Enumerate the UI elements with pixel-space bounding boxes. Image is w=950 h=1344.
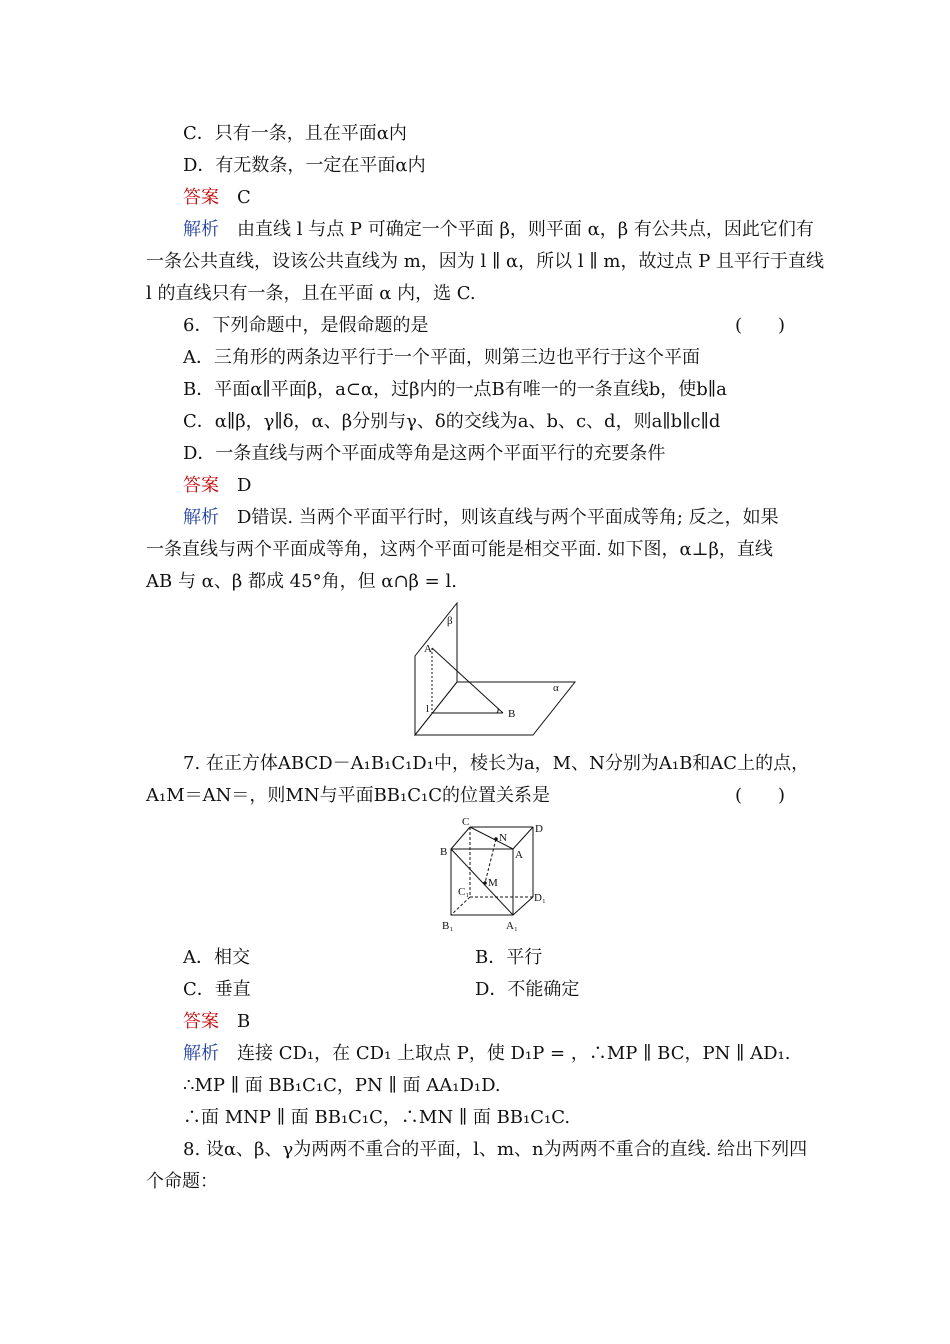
figure-label-alpha: α	[553, 682, 559, 694]
q8-stem-1: 8. 设α、β、γ为两两不重合的平面，l、m、n为两两不重合的直线. 给出下列四	[183, 1139, 808, 1160]
cube-label-b1: B₁	[442, 920, 454, 932]
q7-analysis-2: ∴MP ∥ 面 BB₁C₁C，PN ∥ 面 AA₁D₁D.	[183, 1075, 501, 1096]
q7-answer	[183, 1010, 250, 1034]
q7-stem-2: A₁M＝AN＝，则MN与平面BB₁C₁C的位置关系是	[146, 785, 551, 806]
cube-label-d1: D₁	[534, 892, 546, 904]
answer-label: 答案	[183, 475, 219, 496]
planes-figure	[405, 600, 580, 740]
analysis-label: 解析	[183, 507, 219, 528]
answer-label: 答案	[183, 1011, 219, 1032]
q7-option-d: D．不能确定	[475, 979, 580, 1000]
figure-label-beta: β	[447, 615, 453, 627]
q5-answer	[183, 186, 251, 210]
q7-analysis-1	[183, 1042, 790, 1066]
plane-alpha	[415, 682, 575, 735]
cube-label-m: M	[488, 877, 498, 889]
cube-label-a1: A₁	[506, 920, 518, 932]
q5-option-d: D．有无数条，一定在平面α内	[183, 155, 426, 176]
analysis-text: 连接 CD₁，在 CD₁ 上取点 P，使 D₁P = ，∴MP ∥ BC，PN ∥ AD₁.	[237, 1043, 791, 1064]
analysis-text: 由直线 l 与点 P 可确定一个平面 β，则平面 α，β 有公共点，因此它们有	[237, 219, 814, 240]
analysis-text: D错误. 当两个平面平行时，则该直线与两个平面成等角; 反之，如果	[237, 507, 779, 528]
q6-option-a: A．三角形的两条边平行于一个平面，则第三边也平行于这个平面	[183, 347, 700, 368]
cube-label-c: C	[462, 816, 470, 828]
q5-analysis-1	[183, 218, 814, 242]
q6-answer	[183, 474, 251, 498]
q7-analysis-3: ∴面 MNP ∥ 面 BB₁C₁C，∴MN ∥ 面 BB₁C₁C.	[183, 1107, 571, 1128]
q5-analysis-2: 一条公共直线，设该公共直线为 m，因为 l ∥ α，所以 l ∥ m，故过点 P 且平行于直线	[146, 251, 825, 272]
q6-option-c: C．α∥β，γ∥δ，α、β分别与γ、δ的交线为a、b、c、d，则a∥b∥c∥d	[183, 411, 721, 432]
q7-option-c: C．垂直	[183, 979, 251, 1000]
q7-answer-paren: ( )	[735, 785, 786, 806]
q6-option-d: D．一条直线与两个平面成等角是这两个平面平行的充要条件	[183, 443, 666, 464]
answer-value: C	[237, 187, 251, 208]
cube-label-b: B	[440, 846, 448, 858]
q5-option-c: C．只有一条，且在平面α内	[183, 123, 407, 144]
figure-label-l: l	[426, 703, 430, 715]
q6-option-b: B．平面α∥平面β，a⊂α，过β内的一点B有唯一的一条直线b，使b∥a	[183, 379, 727, 400]
answer-value: B	[237, 1011, 251, 1032]
q6-analysis-2: 一条直线与两个平面成等角，这两个平面可能是相交平面. 如下图，α⊥β，直线	[146, 539, 773, 560]
q6-analysis-1	[183, 506, 779, 530]
q6-stem: 6．下列命题中，是假命题的是	[183, 315, 429, 336]
cube-label-a: A	[515, 849, 523, 861]
cube-figure	[438, 815, 553, 940]
cube-label-n: N	[499, 832, 507, 844]
analysis-label: 解析	[183, 219, 219, 240]
cube-label-d: D	[535, 823, 543, 835]
answer-value: D	[237, 475, 252, 496]
analysis-label: 解析	[183, 1043, 219, 1064]
cube-label-c1: C₁	[458, 886, 470, 898]
q7-option-b: B．平行	[475, 947, 543, 968]
figure-label-b: B	[508, 708, 516, 720]
q8-stem-2: 个命题：	[146, 1171, 218, 1192]
q7-stem-1: 7. 在正方体ABCD－A₁B₁C₁D₁中，棱长为a，M、N分别为A₁B和AC上的点，	[183, 753, 810, 774]
q5-analysis-3: l 的直线只有一条，且在平面 α 内，选 C.	[146, 283, 476, 304]
figure-label-a: A	[424, 643, 432, 655]
q6-answer-paren: ( )	[735, 315, 786, 336]
q6-analysis-3: AB 与 α、β 都成 45°角，但 α∩β = l.	[146, 571, 457, 592]
answer-label: 答案	[183, 187, 219, 208]
q7-option-a: A．相交	[183, 947, 250, 968]
